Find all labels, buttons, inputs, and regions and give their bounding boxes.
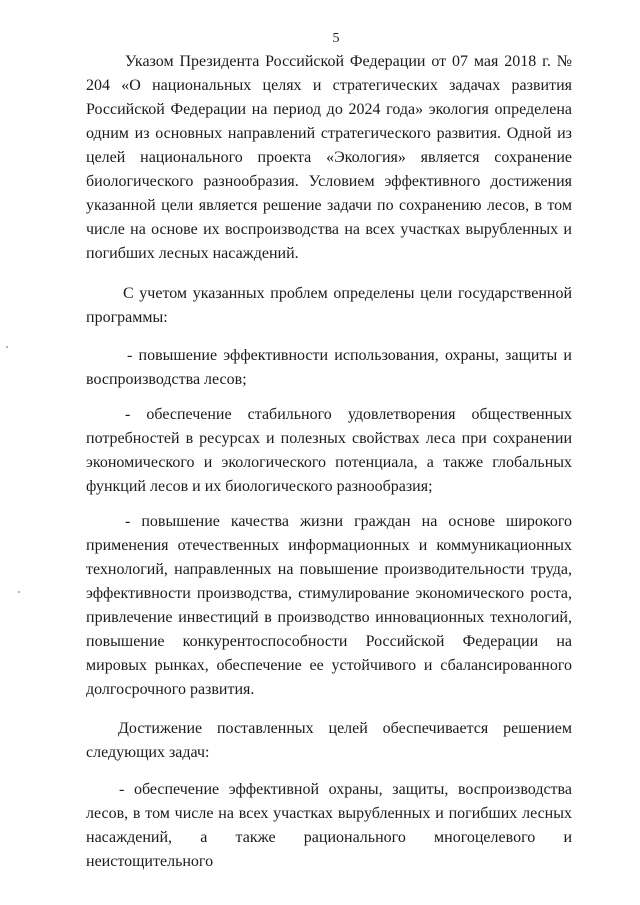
list-item-goal-1: - повышение эффективности использования, охраны, защиты и воспроизводства лесов; — [86, 347, 572, 388]
scan-speck — [18, 591, 20, 593]
paragraph-program-goals: С учетом указанных проблем определены цели государственной программы: — [86, 285, 572, 326]
list-item-goal-2: - обеспечение стабильного удовлетворения общественных потребностей в ресурсах и полезных свойствах леса при сохранении экономического и экологического потенциала, а также глобальных функций лесов и их биологического разнообразия; — [86, 406, 572, 495]
paragraph-decree-intro: Указом Президента Российской Федерации от 07 мая 2018 г. № 204 «О национальных целях и стратегических задачах развития Российской Федерации на период до 2024 года» экология определена одним из основных направлений стратегического развития. Одной из целей национального проекта «Экология» является сохранение биологического разнообразия. Условием эффективного достижения указанной цели является решение задачи по сохранению лесов, в том числе на основе их воспроизводства на всех участках вырубленных и погибших лесных насаждений. — [86, 53, 572, 262]
scan-speck — [6, 346, 8, 348]
paragraph-tasks-intro: Достижение поставленных целей обеспечивается решением следующих задач: — [86, 720, 572, 761]
body-text — [86, 50, 572, 874]
list-item-task-1: - обеспечение эффективной охраны, защиты, воспроизводства лесов, в том числе на всех участках вырубленных и погибших лесных насаждений, а также рационального многоцелевого и неистощительного — [86, 781, 572, 870]
page-number: 5 — [332, 31, 340, 46]
list-item-goal-3: - повышение качества жизни граждан на основе широкого применения отечественных информационных и коммуникационных технологий, направленных на повышение производительности труда, эффективности производства, стимулирование экономического роста, привлечение инвестиций в производство инновационных технологий, повышение конкурентоспособности Российской Федерации на мировых рынках, обеспечение ее устойчивого и сбалансированного долгосрочного развития. — [86, 513, 572, 698]
